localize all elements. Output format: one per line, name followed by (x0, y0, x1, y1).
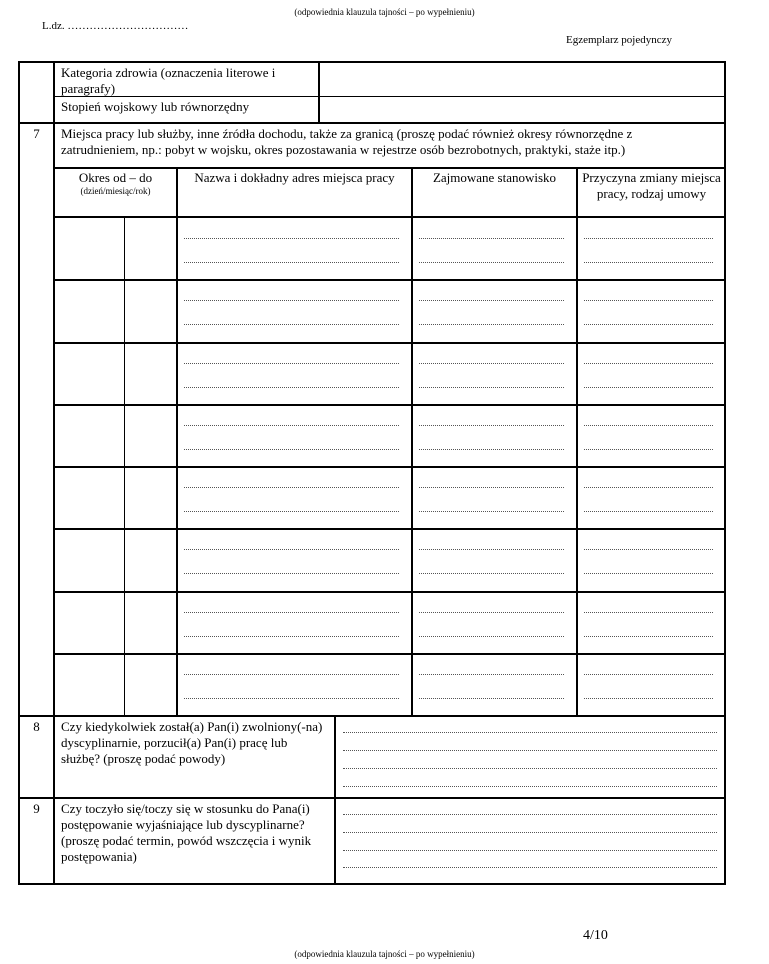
dotted-line (584, 238, 713, 239)
table-row (55, 280, 725, 342)
period-from-cell[interactable] (55, 280, 124, 340)
period-to-cell[interactable] (125, 405, 176, 465)
period-from-cell[interactable] (55, 343, 124, 403)
period-from-cell[interactable] (55, 592, 124, 652)
dotted-line (184, 238, 399, 239)
period-from-cell[interactable] (55, 654, 124, 714)
row-divider (55, 591, 725, 593)
dotted-line (184, 573, 399, 574)
top-classification-clause: (odpowiednia klauzula tajności – po wypełnieniu) (294, 7, 475, 17)
change-reason-cell[interactable] (578, 218, 725, 278)
position-cell[interactable] (413, 280, 576, 340)
dotted-line (184, 698, 399, 699)
dotted-line (584, 636, 713, 637)
period-from-cell[interactable] (55, 405, 124, 465)
dotted-line (584, 573, 713, 574)
position-cell[interactable] (413, 592, 576, 652)
page-number: 4/10 (583, 928, 608, 943)
col-period-header (55, 170, 176, 196)
period-to-cell[interactable] (125, 343, 176, 403)
dotted-line (419, 387, 564, 388)
position-cell[interactable] (413, 405, 576, 465)
period-to-cell[interactable] (125, 280, 176, 340)
dotted-line (584, 612, 713, 613)
table-row (55, 592, 725, 654)
dotted-line (184, 425, 399, 426)
period-to-cell[interactable] (125, 218, 176, 278)
workplace-address-cell[interactable] (178, 280, 411, 340)
dotted-line (419, 425, 564, 426)
period-to-cell[interactable] (125, 592, 176, 652)
table-row (55, 467, 725, 529)
change-reason-cell[interactable] (578, 592, 725, 652)
dotted-line (584, 549, 713, 550)
col-period-sublabel: (dzień/miesiąc/rok) (80, 186, 151, 196)
ldz-field[interactable]: L.dz. …………………………… (42, 20, 189, 32)
period-to-cell[interactable] (125, 529, 176, 589)
dotted-line (184, 363, 399, 364)
dotted-line (419, 238, 564, 239)
period-to-cell[interactable] (125, 467, 176, 527)
row-divider (55, 466, 725, 468)
position-cell[interactable] (413, 467, 576, 527)
dotted-line (184, 636, 399, 637)
workplace-address-cell[interactable] (178, 343, 411, 403)
period-to-cell[interactable] (125, 654, 176, 714)
dotted-line (419, 262, 564, 263)
section-8-question: Czy kiedykolwiek został(a) Pan(i) zwolniony(-na) dyscyplinarnie, porzucił(a) Pan(i) pracę lub służbę? (proszę podać powody) (61, 719, 323, 766)
workplace-address-cell[interactable] (178, 218, 411, 278)
table-row (55, 343, 725, 405)
position-cell[interactable] (413, 218, 576, 278)
dotted-line (584, 363, 713, 364)
dotted-line (419, 511, 564, 512)
row-divider (55, 653, 725, 655)
dotted-line (419, 363, 564, 364)
change-reason-cell[interactable] (578, 654, 725, 714)
dotted-line (419, 449, 564, 450)
dotted-line (184, 549, 399, 550)
dotted-line (584, 449, 713, 450)
health-category-label: Kategoria zdrowia (oznaczenia literowe i paragrafy) (61, 65, 276, 96)
section-7-question: Miejsca pracy lub służby, inne źródła dochodu, także za granicą (proszę podać również okresy równorzędne z zatrudnieniem, np.: pobyt w wojsku, okres pozostawania w rejestrze osób bezrobotnych, praktyki, staże itp.) (61, 126, 633, 157)
dotted-line (584, 698, 713, 699)
section-8-answer[interactable] (337, 718, 723, 796)
dotted-line (184, 449, 399, 450)
dotted-line (184, 300, 399, 301)
position-cell[interactable] (413, 529, 576, 589)
col-address-header: Nazwa i dokładny adres miejsca pracy (194, 170, 395, 185)
row-divider (55, 404, 725, 406)
table-row (55, 654, 725, 716)
dotted-line (184, 612, 399, 613)
dotted-line (584, 262, 713, 263)
section-7-number: 7 (33, 126, 40, 141)
period-from-cell[interactable] (55, 218, 124, 278)
section-8-number: 8 (33, 719, 40, 734)
dotted-line (419, 549, 564, 550)
dotted-line (419, 487, 564, 488)
period-from-cell[interactable] (55, 529, 124, 589)
dotted-line (419, 300, 564, 301)
dotted-line (584, 674, 713, 675)
dotted-line (184, 262, 399, 263)
health-category-field[interactable] (321, 64, 723, 95)
dotted-line (584, 324, 713, 325)
workplace-address-cell[interactable] (178, 467, 411, 527)
table-row (55, 405, 725, 467)
period-from-cell[interactable] (55, 467, 124, 527)
workplace-address-cell[interactable] (178, 529, 411, 589)
row-divider (55, 528, 725, 530)
change-reason-cell[interactable] (578, 343, 725, 403)
copy-label: Egzemplarz pojedynczy (566, 34, 672, 46)
position-cell[interactable] (413, 654, 576, 714)
change-reason-cell[interactable] (578, 529, 725, 589)
position-cell[interactable] (413, 343, 576, 403)
change-reason-cell[interactable] (578, 405, 725, 465)
dotted-line (419, 324, 564, 325)
bottom-classification-clause: (odpowiednia klauzula tajności – po wypełnieniu) (294, 949, 475, 959)
dotted-line (584, 425, 713, 426)
dotted-line (419, 573, 564, 574)
dotted-line (419, 612, 564, 613)
dotted-line (184, 511, 399, 512)
table-row (55, 529, 725, 591)
col-position-header: Zajmowane stanowisko (432, 170, 557, 185)
col-period-label: Okres od – do (78, 170, 153, 185)
dotted-line (584, 487, 713, 488)
row-divider (55, 279, 725, 281)
row-divider (55, 342, 725, 344)
dotted-line (184, 324, 399, 325)
dotted-line (584, 387, 713, 388)
dotted-line (184, 487, 399, 488)
dotted-line (584, 300, 713, 301)
section-9-answer[interactable] (337, 800, 723, 882)
table-row (55, 218, 725, 280)
section-9-question: Czy toczyło się/toczy się w stosunku do Pana(i) postępowanie wyjaśniające lub dyscyplinarne? (proszę podać termin, powód wszczęcia i wynik postępowania) (61, 801, 312, 864)
military-rank-field[interactable] (321, 98, 723, 121)
dotted-line (184, 674, 399, 675)
workplace-address-cell[interactable] (178, 405, 411, 465)
section-9-number: 9 (33, 801, 40, 816)
military-rank-label: Stopień wojskowy lub równorzędny (61, 99, 250, 114)
dotted-line (184, 387, 399, 388)
dotted-line (419, 636, 564, 637)
change-reason-cell[interactable] (578, 467, 725, 527)
change-reason-cell[interactable] (578, 280, 725, 340)
dotted-line (419, 698, 564, 699)
workplace-address-cell[interactable] (178, 592, 411, 652)
dotted-line (584, 511, 713, 512)
workplace-address-cell[interactable] (178, 654, 411, 714)
col-reason-header: Przyczyna zmiany miejsca pracy, rodzaj umowy (582, 170, 721, 201)
dotted-line (419, 674, 564, 675)
